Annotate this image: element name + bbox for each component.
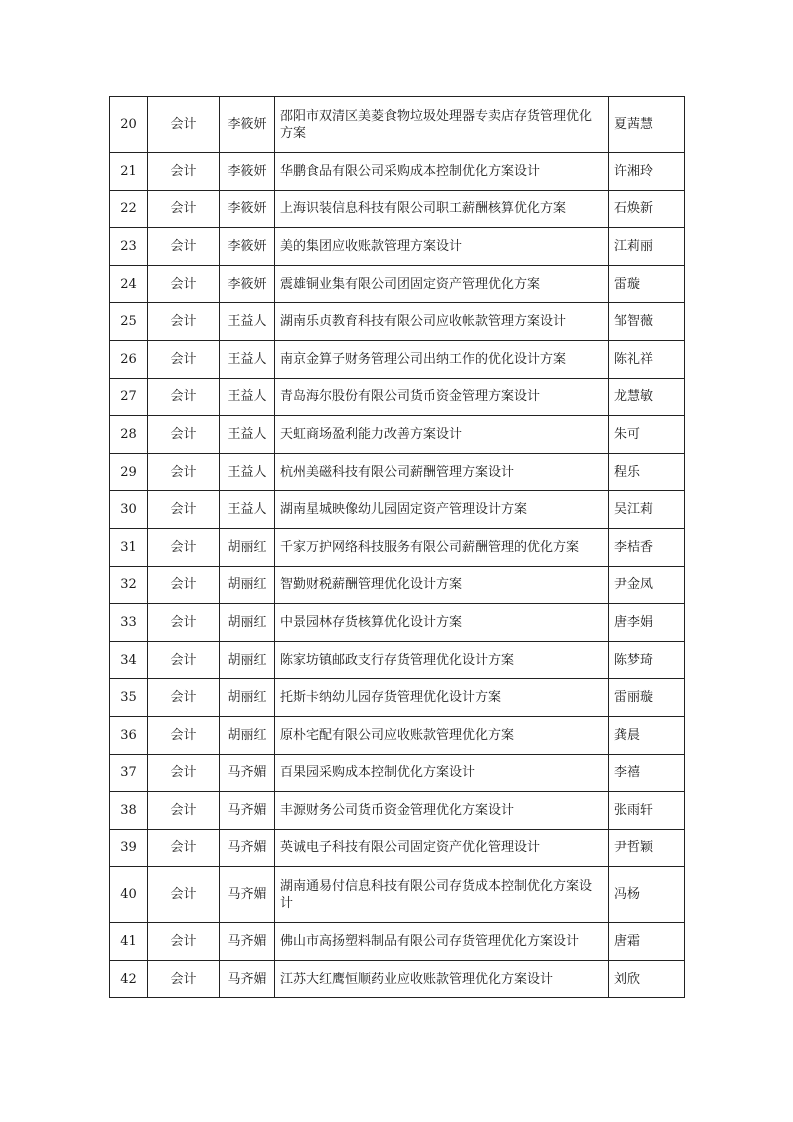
teacher-cell: 李筱妍 [220,97,275,153]
topic-title-cell: 英诚电子科技有限公司固定资产优化管理设计 [275,829,609,867]
teacher-cell: 王益人 [220,416,275,454]
teacher-cell: 胡丽红 [220,716,275,754]
topic-title-cell: 湖南乐贞教育科技有限公司应收帐款管理方案设计 [275,303,609,341]
row-number: 31 [110,528,148,566]
row-number: 42 [110,960,148,998]
teacher-cell: 王益人 [220,453,275,491]
student-cell: 陈梦琦 [609,641,685,679]
table-row [110,153,685,191]
table-row [110,190,685,228]
major-cell: 会计 [148,923,220,961]
topic-title-cell: 智勤财税薪酬管理优化设计方案 [275,566,609,604]
topic-title-cell: 湖南星城映像幼儿园固定资产管理设计方案 [275,491,609,529]
student-cell: 雷丽璇 [609,679,685,717]
row-number: 29 [110,453,148,491]
row-number: 23 [110,228,148,266]
topic-title-cell: 震雄铜业集有限公司团固定资产管理优化方案 [275,265,609,303]
table-row [110,716,685,754]
row-number: 35 [110,679,148,717]
table-row [110,97,685,153]
table-row [110,491,685,529]
student-cell: 唐李娟 [609,604,685,642]
table-row [110,265,685,303]
student-cell: 唐霜 [609,923,685,961]
table-row [110,960,685,998]
teacher-cell: 王益人 [220,491,275,529]
major-cell: 会计 [148,416,220,454]
teacher-cell: 马齐媚 [220,829,275,867]
row-number: 32 [110,566,148,604]
student-cell: 李桔香 [609,528,685,566]
row-number: 20 [110,97,148,153]
teacher-cell: 李筱妍 [220,190,275,228]
student-cell: 夏茜慧 [609,97,685,153]
row-number: 41 [110,923,148,961]
student-cell: 江莉丽 [609,228,685,266]
teacher-cell: 李筱妍 [220,228,275,266]
major-cell: 会计 [148,190,220,228]
student-cell: 石焕新 [609,190,685,228]
row-number: 26 [110,340,148,378]
teacher-cell: 马齐媚 [220,754,275,792]
row-number: 22 [110,190,148,228]
major-cell: 会计 [148,566,220,604]
table-row [110,566,685,604]
table-row [110,754,685,792]
row-number: 37 [110,754,148,792]
topic-title-cell: 美的集团应收账款管理方案设计 [275,228,609,266]
teacher-cell: 胡丽红 [220,566,275,604]
student-cell: 吴江莉 [609,491,685,529]
topic-title-cell: 陈家坊镇邮政支行存货管理优化设计方案 [275,641,609,679]
topic-title-cell: 天虹商场盈利能力改善方案设计 [275,416,609,454]
major-cell: 会计 [148,867,220,923]
student-cell: 张雨轩 [609,792,685,830]
topic-title-cell: 佛山市高扬塑料制品有限公司存货管理优化方案设计 [275,923,609,961]
topic-title-cell: 青岛海尔股份有限公司货币资金管理方案设计 [275,378,609,416]
major-cell: 会计 [148,604,220,642]
major-cell: 会计 [148,153,220,191]
table-row [110,340,685,378]
topic-table [109,96,685,998]
teacher-cell: 李筱妍 [220,153,275,191]
row-number: 27 [110,378,148,416]
row-number: 36 [110,716,148,754]
teacher-cell: 马齐媚 [220,923,275,961]
topic-table-body [110,97,685,998]
topic-title-cell: 杭州美磁科技有限公司薪酬管理方案设计 [275,453,609,491]
major-cell: 会计 [148,792,220,830]
table-row [110,679,685,717]
table-row [110,228,685,266]
topic-title-cell: 华鹏食品有限公司采购成本控制优化方案设计 [275,153,609,191]
student-cell: 朱可 [609,416,685,454]
teacher-cell: 王益人 [220,340,275,378]
row-number: 25 [110,303,148,341]
student-cell: 龙慧敏 [609,378,685,416]
row-number: 30 [110,491,148,529]
student-cell: 尹金凤 [609,566,685,604]
teacher-cell: 王益人 [220,303,275,341]
major-cell: 会计 [148,303,220,341]
topic-title-cell: 原朴宅配有限公司应收账款管理优化方案 [275,716,609,754]
teacher-cell: 马齐媚 [220,792,275,830]
student-cell: 尹哲颖 [609,829,685,867]
student-cell: 邹智薇 [609,303,685,341]
teacher-cell: 马齐媚 [220,867,275,923]
topic-title-cell: 中景园林存货核算优化设计方案 [275,604,609,642]
row-number: 33 [110,604,148,642]
major-cell: 会计 [148,491,220,529]
teacher-cell: 胡丽红 [220,679,275,717]
major-cell: 会计 [148,641,220,679]
table-row [110,528,685,566]
topic-title-cell: 丰源财务公司货币资金管理优化方案设计 [275,792,609,830]
table-row [110,378,685,416]
topic-title-cell: 上海识装信息科技有限公司职工薪酬核算优化方案 [275,190,609,228]
table-row [110,303,685,341]
row-number: 40 [110,867,148,923]
table-row [110,923,685,961]
major-cell: 会计 [148,378,220,416]
major-cell: 会计 [148,960,220,998]
row-number: 39 [110,829,148,867]
teacher-cell: 李筱妍 [220,265,275,303]
table-row [110,604,685,642]
student-cell: 许湘玲 [609,153,685,191]
major-cell: 会计 [148,97,220,153]
topic-title-cell: 邵阳市双清区美菱食物垃圾处理器专卖店存货管理优化方案 [275,97,609,153]
teacher-cell: 胡丽红 [220,528,275,566]
major-cell: 会计 [148,679,220,717]
row-number: 21 [110,153,148,191]
topic-title-cell: 南京金算子财务管理公司出纳工作的优化设计方案 [275,340,609,378]
table-row [110,453,685,491]
teacher-cell: 王益人 [220,378,275,416]
row-number: 24 [110,265,148,303]
teacher-cell: 胡丽红 [220,641,275,679]
student-cell: 陈礼祥 [609,340,685,378]
row-number: 38 [110,792,148,830]
student-cell: 冯杨 [609,867,685,923]
major-cell: 会计 [148,265,220,303]
row-number: 28 [110,416,148,454]
topic-title-cell: 湖南通易付信息科技有限公司存货成本控制优化方案设计 [275,867,609,923]
major-cell: 会计 [148,716,220,754]
table-row [110,416,685,454]
student-cell: 刘欣 [609,960,685,998]
topic-title-cell: 托斯卡纳幼儿园存货管理优化设计方案 [275,679,609,717]
major-cell: 会计 [148,228,220,266]
table-row [110,867,685,923]
topic-title-cell: 江苏大红鹰恒顺药业应收账款管理优化方案设计 [275,960,609,998]
student-cell: 程乐 [609,453,685,491]
teacher-cell: 马齐媚 [220,960,275,998]
student-cell: 雷璇 [609,265,685,303]
student-cell: 李禧 [609,754,685,792]
table-row [110,829,685,867]
topic-title-cell: 百果园采购成本控制优化方案设计 [275,754,609,792]
row-number: 34 [110,641,148,679]
student-cell: 龚晨 [609,716,685,754]
teacher-cell: 胡丽红 [220,604,275,642]
table-row [110,792,685,830]
major-cell: 会计 [148,829,220,867]
major-cell: 会计 [148,754,220,792]
table-row [110,641,685,679]
major-cell: 会计 [148,528,220,566]
major-cell: 会计 [148,340,220,378]
topic-title-cell: 千家万护网络科技服务有限公司薪酬管理的优化方案 [275,528,609,566]
major-cell: 会计 [148,453,220,491]
